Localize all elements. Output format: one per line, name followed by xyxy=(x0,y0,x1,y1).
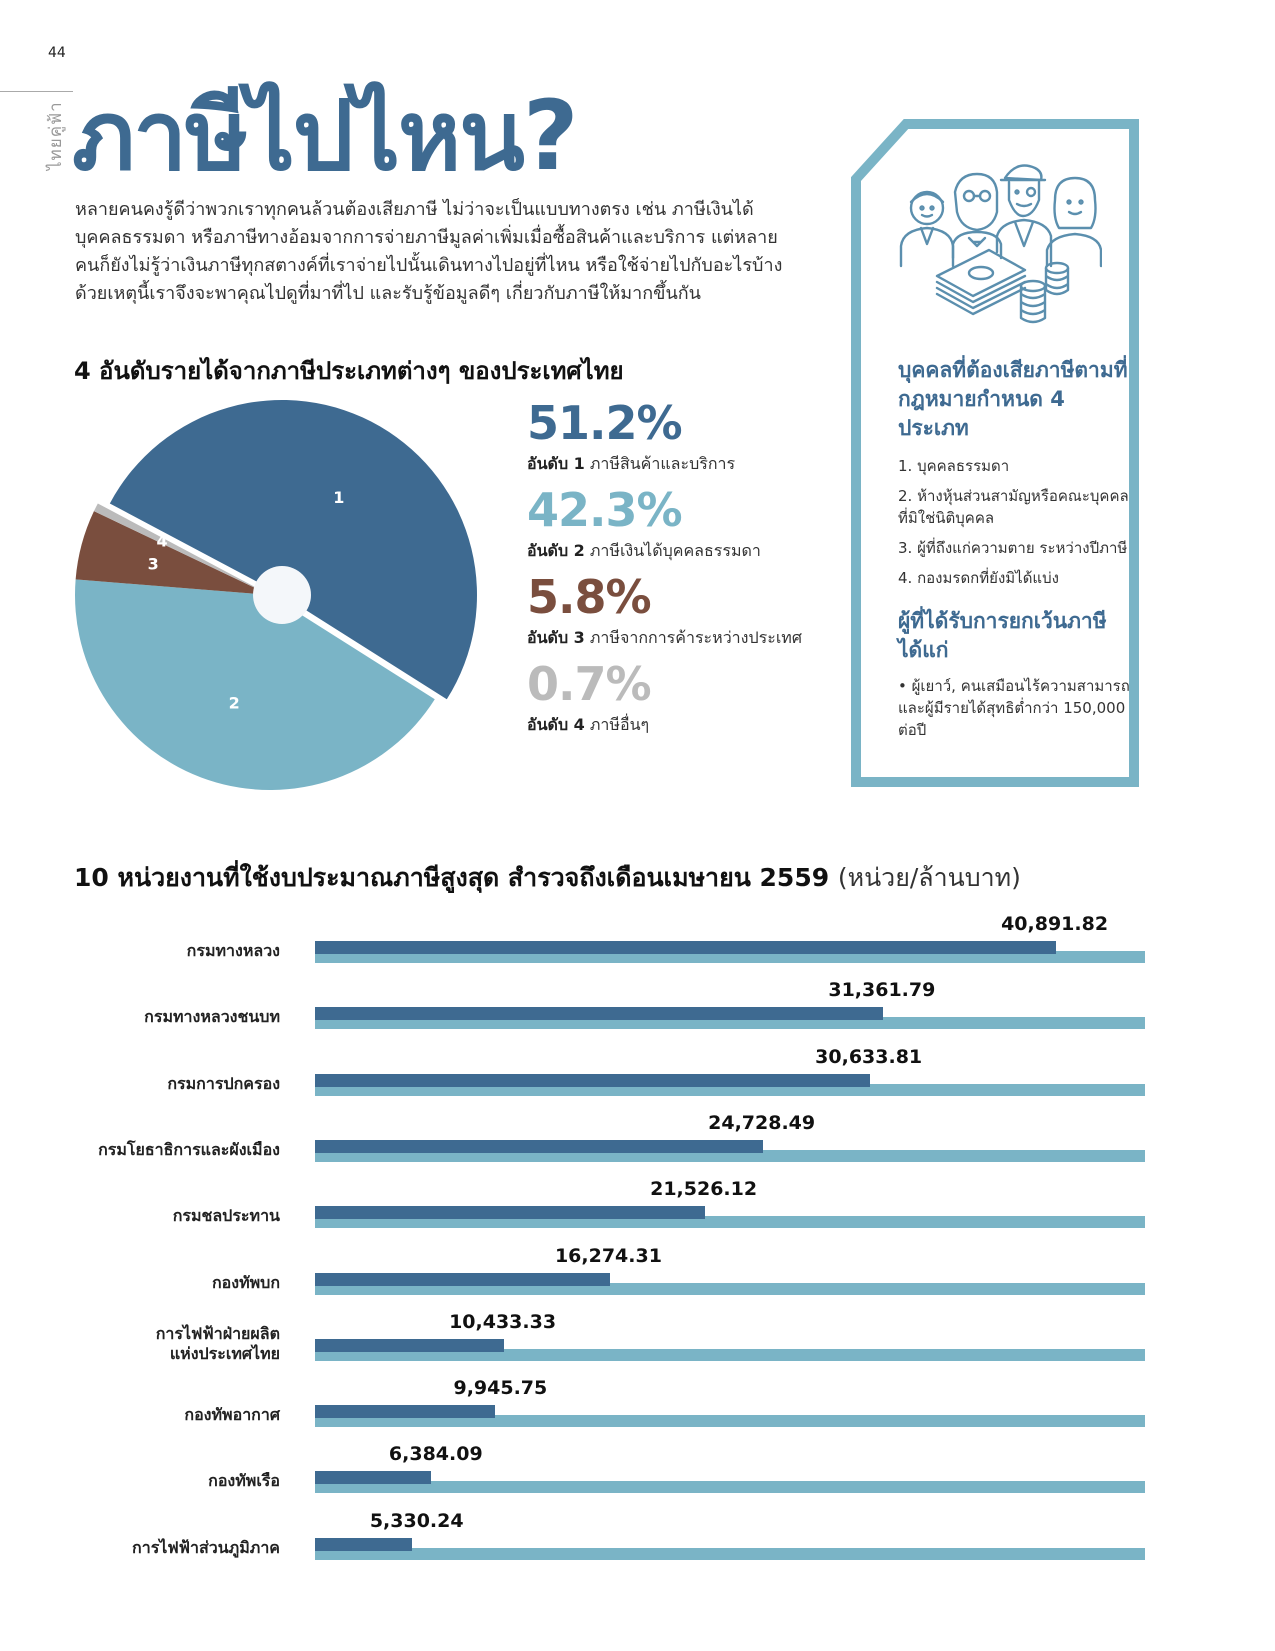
stat-name: ภาษีอื่นๆ xyxy=(584,715,650,734)
bar-value-label: 21,526.12 xyxy=(650,1178,758,1200)
bar-category-line: กรมการปกครอง xyxy=(167,1074,280,1093)
page-title: ภาษีไปไหน? xyxy=(72,80,577,192)
stat-name: ภาษีเงินได้บุคคลธรรมดา xyxy=(584,541,761,560)
bar-value-label: 40,891.82 xyxy=(1001,913,1109,935)
bar-value-label: 9,945.75 xyxy=(453,1377,548,1399)
bar-track xyxy=(315,1548,1145,1560)
stat-rank: อันดับ 2 xyxy=(527,541,585,560)
bar xyxy=(315,1206,705,1219)
bar xyxy=(315,1339,504,1352)
pie-label-3: 3 xyxy=(147,554,159,574)
bar-category-line: การไฟฟ้าส่วนภูมิภาค xyxy=(132,1538,280,1557)
stat-label xyxy=(527,713,651,738)
stat-label xyxy=(527,539,761,564)
bar-category-label xyxy=(187,941,280,961)
exemption-note: • ผู้เยาว์, คนเสมือนไร้ความสามารถ และผู้มีรายได้สุทธิต่ำกว่า 150,000 ต่อปี xyxy=(898,677,1130,739)
bar-category-line: กองทัพเรือ xyxy=(208,1471,280,1490)
intro-paragraph: หลายคนคงรู้ดีว่าพวกเราทุกคนล้วนต้องเสียภาษี ไม่ว่าจะเป็นแบบทางตรง เช่น ภาษีเงินได้บุคคลธรรมดา หรือภาษีทางอ้อมจากการจ่ายภาษีมูลค่าเพิ่มเมื่อซื้อสินค้าและบริการ แต่หลายคนก็ยังไม่รู้ว่าเงินภาษีทุกสตางค์ที่เราจ่ายไปนั้นเดินทางไปอยู่ที่ไหน หรือใช้จ่ายไปกับอะไรบ้าง ด้วยเหตุนี้เราจึงจะพาคุณไปดูที่มาที่ไป และรับรู้ข้อมูลดีๆ เกี่ยวกับภาษีให้มากขึ้นกัน xyxy=(75,199,783,304)
bar xyxy=(315,941,1056,954)
pie-label-4: 4 xyxy=(156,531,168,551)
bar-value-label: 5,330.24 xyxy=(369,1510,464,1532)
stat-percent: 0.7% xyxy=(527,657,651,711)
bar-chart-unit: (หน่วย/ล้านบาท) xyxy=(837,863,1021,892)
stat-percent: 42.3% xyxy=(527,483,682,537)
bar xyxy=(315,1471,431,1484)
pie-chart xyxy=(60,400,490,830)
pie-stat xyxy=(527,483,761,564)
top-rule xyxy=(0,91,73,92)
exemption-heading: ผู้ที่ได้รับการยกเว้นภาษีได้แก่ xyxy=(898,609,1107,662)
side-label: ไทยคู่ฟ้า xyxy=(46,101,66,170)
pie-label-2: 2 xyxy=(228,693,240,713)
bar xyxy=(315,1140,763,1153)
bar xyxy=(315,1273,610,1286)
taxpayer-types-list xyxy=(898,455,1138,589)
pie-chart-heading: 4 อันดับรายได้จากภาษีประเภทต่างๆ ของประเทศไทย xyxy=(74,357,624,385)
bar-category-label xyxy=(167,1074,280,1094)
stat-label xyxy=(527,626,802,651)
stat-name: ภาษีจากการค้าระหว่างประเทศ xyxy=(584,628,802,647)
bar-category-label xyxy=(212,1273,280,1293)
stat-percent: 51.2% xyxy=(527,396,682,450)
bar-value-label: 30,633.81 xyxy=(815,1046,923,1068)
stat-percent: 5.8% xyxy=(527,570,651,624)
bar-value-label: 31,361.79 xyxy=(828,979,936,1001)
bar-value-label: 6,384.09 xyxy=(388,1443,483,1465)
bar xyxy=(315,1074,870,1087)
people-with-money-icon xyxy=(897,158,1102,328)
bar-category-label xyxy=(98,1140,280,1160)
pie-label-1: 1 xyxy=(333,488,345,508)
bar-value-label: 24,728.49 xyxy=(708,1112,816,1134)
bar-category-line: กองทัพบก xyxy=(211,1273,280,1292)
page-number: 44 xyxy=(48,45,66,61)
list-item: 1. บุคคลธรรมดา xyxy=(898,457,1010,475)
bar-chart-title: 10 หน่วยงานที่ใช้งบประมาณภาษีสูงสุด สำรวจถึงเดือนเมษายน 2559 xyxy=(74,863,830,892)
pie-stat xyxy=(527,570,802,651)
taxpayer-types-heading: บุคคลที่ต้องเสียภาษีตามที่กฎหมายกำหนด 4 ประเภท xyxy=(898,358,1128,440)
bar-category-label xyxy=(208,1471,280,1491)
bar-value-label: 10,433.33 xyxy=(449,1311,557,1333)
bar-category-line: กรมโยธาธิการและผังเมือง xyxy=(98,1140,280,1159)
bar-category-label xyxy=(184,1405,280,1425)
stat-rank: อันดับ 3 xyxy=(527,628,585,647)
bar-category-label xyxy=(132,1538,280,1558)
pie-stat xyxy=(527,396,736,477)
bar-chart-heading xyxy=(74,858,1021,898)
bar xyxy=(315,1538,412,1551)
bar-category-line: กองทัพอากาศ xyxy=(184,1405,280,1424)
stat-name: ภาษีสินค้าและบริการ xyxy=(584,454,736,473)
stat-label xyxy=(527,452,735,477)
bar-category-line: กรมชลประทาน xyxy=(172,1206,280,1225)
pie-center-hole xyxy=(253,566,311,624)
bar-category-line: กรมทางหลวง xyxy=(186,941,280,960)
bar xyxy=(315,1405,495,1418)
list-item: 4. กองมรดกที่ยังมิได้แบ่ง xyxy=(898,569,1059,587)
bar-category-line: กรมทางหลวงชนบท xyxy=(144,1007,280,1026)
pie-stat xyxy=(527,657,651,738)
list-item: 2. ห้างหุ้นส่วนสามัญหรือคณะบุคคลที่มิใช่นิติบุคคล xyxy=(898,487,1129,527)
list-item: 3. ผู้ที่ถึงแก่ความตาย ระหว่างปีภาษี xyxy=(898,539,1128,557)
bar-category-label xyxy=(173,1206,280,1226)
bar-category-label xyxy=(156,1324,280,1364)
bar xyxy=(315,1007,883,1020)
bar-value-label: 16,274.31 xyxy=(554,1245,662,1267)
bar-category-line: การไฟฟ้าฝ่ายผลิต xyxy=(155,1324,280,1343)
stat-rank: อันดับ 1 xyxy=(527,454,585,473)
bar-track xyxy=(315,1481,1145,1493)
stat-rank: อันดับ 4 xyxy=(527,715,585,734)
info-box xyxy=(898,356,1138,741)
bar-category-line: แห่งประเทศไทย xyxy=(169,1344,280,1363)
bar-category-label xyxy=(144,1007,280,1027)
